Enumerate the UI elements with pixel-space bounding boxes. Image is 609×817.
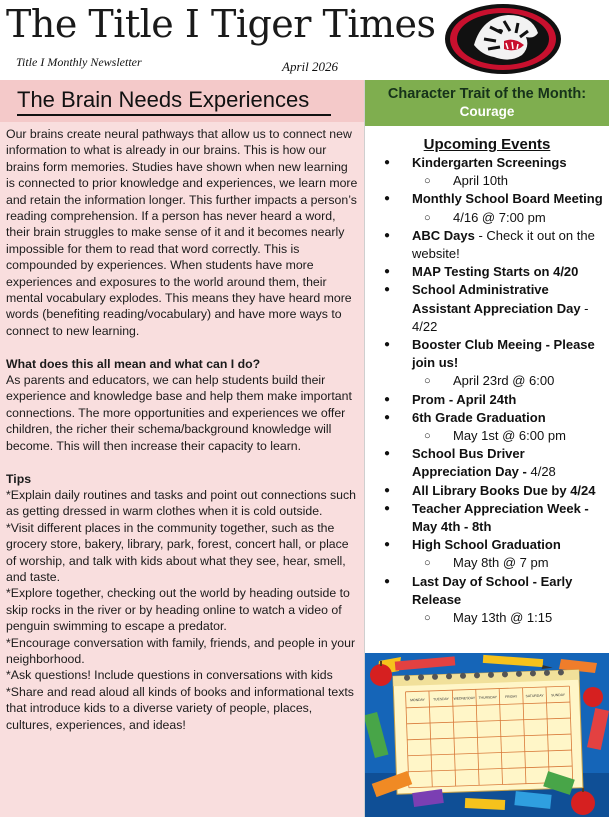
- event-detail: - Check it out on the website!: [412, 227, 595, 262]
- calendar-day-label: WEDNESDAY: [453, 695, 476, 701]
- school-supplies-illustration: [365, 653, 609, 817]
- article-answer: As parents and educators, we can help students build their experience and knowledge base and help them make important connections. The more opportunities and experiences we offer children, the richer their schema/background knowledge will become. This will then increase their capacity to learn.: [6, 373, 352, 453]
- tiger-logo-icon: [444, 3, 562, 75]
- event-item: [365, 391, 609, 409]
- event-label: MAP Testing Starts on 4/20: [412, 264, 579, 280]
- event-subitem: ○ May 8th @ 7 pm: [365, 554, 609, 572]
- event-label: High School Graduation: [412, 537, 561, 553]
- article-question: What does this all mean and what can I do?: [6, 356, 261, 371]
- tip-item: *Visit different places in the community together, such as the grocery store, bakery, library, park, forest, concert hall, or place of worship, and talk with kids about what they see, hear, smell, and taste.: [6, 520, 349, 584]
- event-item: [365, 227, 609, 263]
- event-detail: 4/28: [526, 464, 556, 480]
- event-subitem: ○ April 10th: [365, 172, 609, 190]
- event-item: [365, 445, 609, 481]
- event-label: ABC Days: [412, 227, 475, 243]
- tips-heading: Tips: [6, 471, 32, 486]
- character-trait-box: [365, 80, 609, 126]
- event-item: [365, 281, 609, 336]
- event-label: Teacher Appreciation Week - May 4th - 8th: [412, 500, 589, 535]
- event-label: All Library Books Due by 4/24: [412, 482, 596, 498]
- event-item: [365, 500, 609, 536]
- article-column: [0, 80, 364, 817]
- calendar-day-label: MONDAY: [410, 697, 425, 703]
- event-label: Monthly School Board Meeting: [412, 191, 603, 207]
- article-heading: The Brain Needs Experiences: [17, 86, 331, 116]
- event-item: [365, 154, 609, 172]
- newsletter-subtitle: Title I Monthly Newsletter: [16, 55, 142, 69]
- event-label: Prom - April 24th: [412, 391, 517, 407]
- event-item: [365, 409, 609, 427]
- newsletter-title: The Title I Tiger Times: [6, 2, 436, 46]
- event-subitem: ○ May 1st @ 6:00 pm: [365, 427, 609, 445]
- event-subitem: ○ May 13th @ 1:15: [365, 609, 609, 627]
- calendar-day-label: SATURDAY: [525, 693, 544, 699]
- character-trait-title: Character Trait of the Month:: [387, 86, 587, 102]
- tip-item: *Explain daily routines and tasks and point out connections such as getting dressed in warm clothes when it is cold outside.: [6, 487, 356, 519]
- event-label: Booster Club Meeing - Please join us!: [412, 337, 595, 371]
- calendar-day-label: FRIDAY: [505, 694, 518, 699]
- event-label: Kindergarten Screenings: [412, 155, 567, 170]
- sidebar-column: [364, 80, 609, 817]
- events-heading: Upcoming Events: [423, 136, 551, 153]
- event-item: [365, 336, 609, 372]
- tip-item: *Share and read aloud all kinds of books and informational texts that introduce kids to a diverse variety of people, places, cultures, experiences, and ideas!: [6, 684, 354, 732]
- calendar-day-label: THURSDAY: [478, 695, 498, 700]
- article-intro: Our brains create neural pathways that allow us to connect new information to what is already in our brains. This is how our brains form memories. Studies have shown when new learning is connected to prior knowledge and experiences, we learn more and retain the information longer. This further impacts a person’s reading comprehension. If a person has never heard a word, their brain struggles to make sense of it and it becomes nearly impossible for them to read that word correctly. This is compounded by experiences. When students have more experiences and exposures to the world around them, their mental vocabulary explodes. This means they have heard more words (benefiting reading/vocabulary) and have more ways to connect to new learning.: [6, 127, 358, 338]
- event-detail: - 4/22: [412, 300, 589, 334]
- event-item: [365, 190, 609, 208]
- event-item: [365, 573, 609, 609]
- calendar-day-label: SUNDAY: [550, 692, 566, 698]
- tip-item: *Explore together, checking out the world by heading outside to skip rocks in the river or by heading online to watch a video of penguin swimming to escape a predator.: [6, 586, 350, 634]
- tip-item: *Encourage conversation with family, friends, and people in your neighborhood.: [6, 635, 356, 666]
- event-subitem: ○ 4/16 @ 7:00 pm: [365, 209, 609, 227]
- article-body: [6, 126, 358, 733]
- event-item: [365, 482, 609, 500]
- event-subitem: ○ April 23rd @ 6:00: [365, 372, 609, 390]
- calendar-day-label: TUESDAY: [432, 696, 449, 702]
- event-item: [365, 536, 609, 554]
- event-item: [365, 263, 609, 281]
- newsletter-date: April 2026: [282, 59, 338, 74]
- event-label: Last Day of School - Early Release: [412, 573, 573, 607]
- tip-item: *Ask questions! Include questions in conversations with kids: [6, 668, 333, 683]
- article-header: [0, 80, 364, 122]
- events-list: [365, 154, 609, 627]
- event-label: School Bus Driver Appreciation Day -: [412, 446, 527, 480]
- character-trait-value: Courage: [459, 104, 515, 119]
- event-label: 6th Grade Graduation: [412, 409, 546, 425]
- event-label: School Administrative Assistant Appreciation Day: [412, 282, 581, 316]
